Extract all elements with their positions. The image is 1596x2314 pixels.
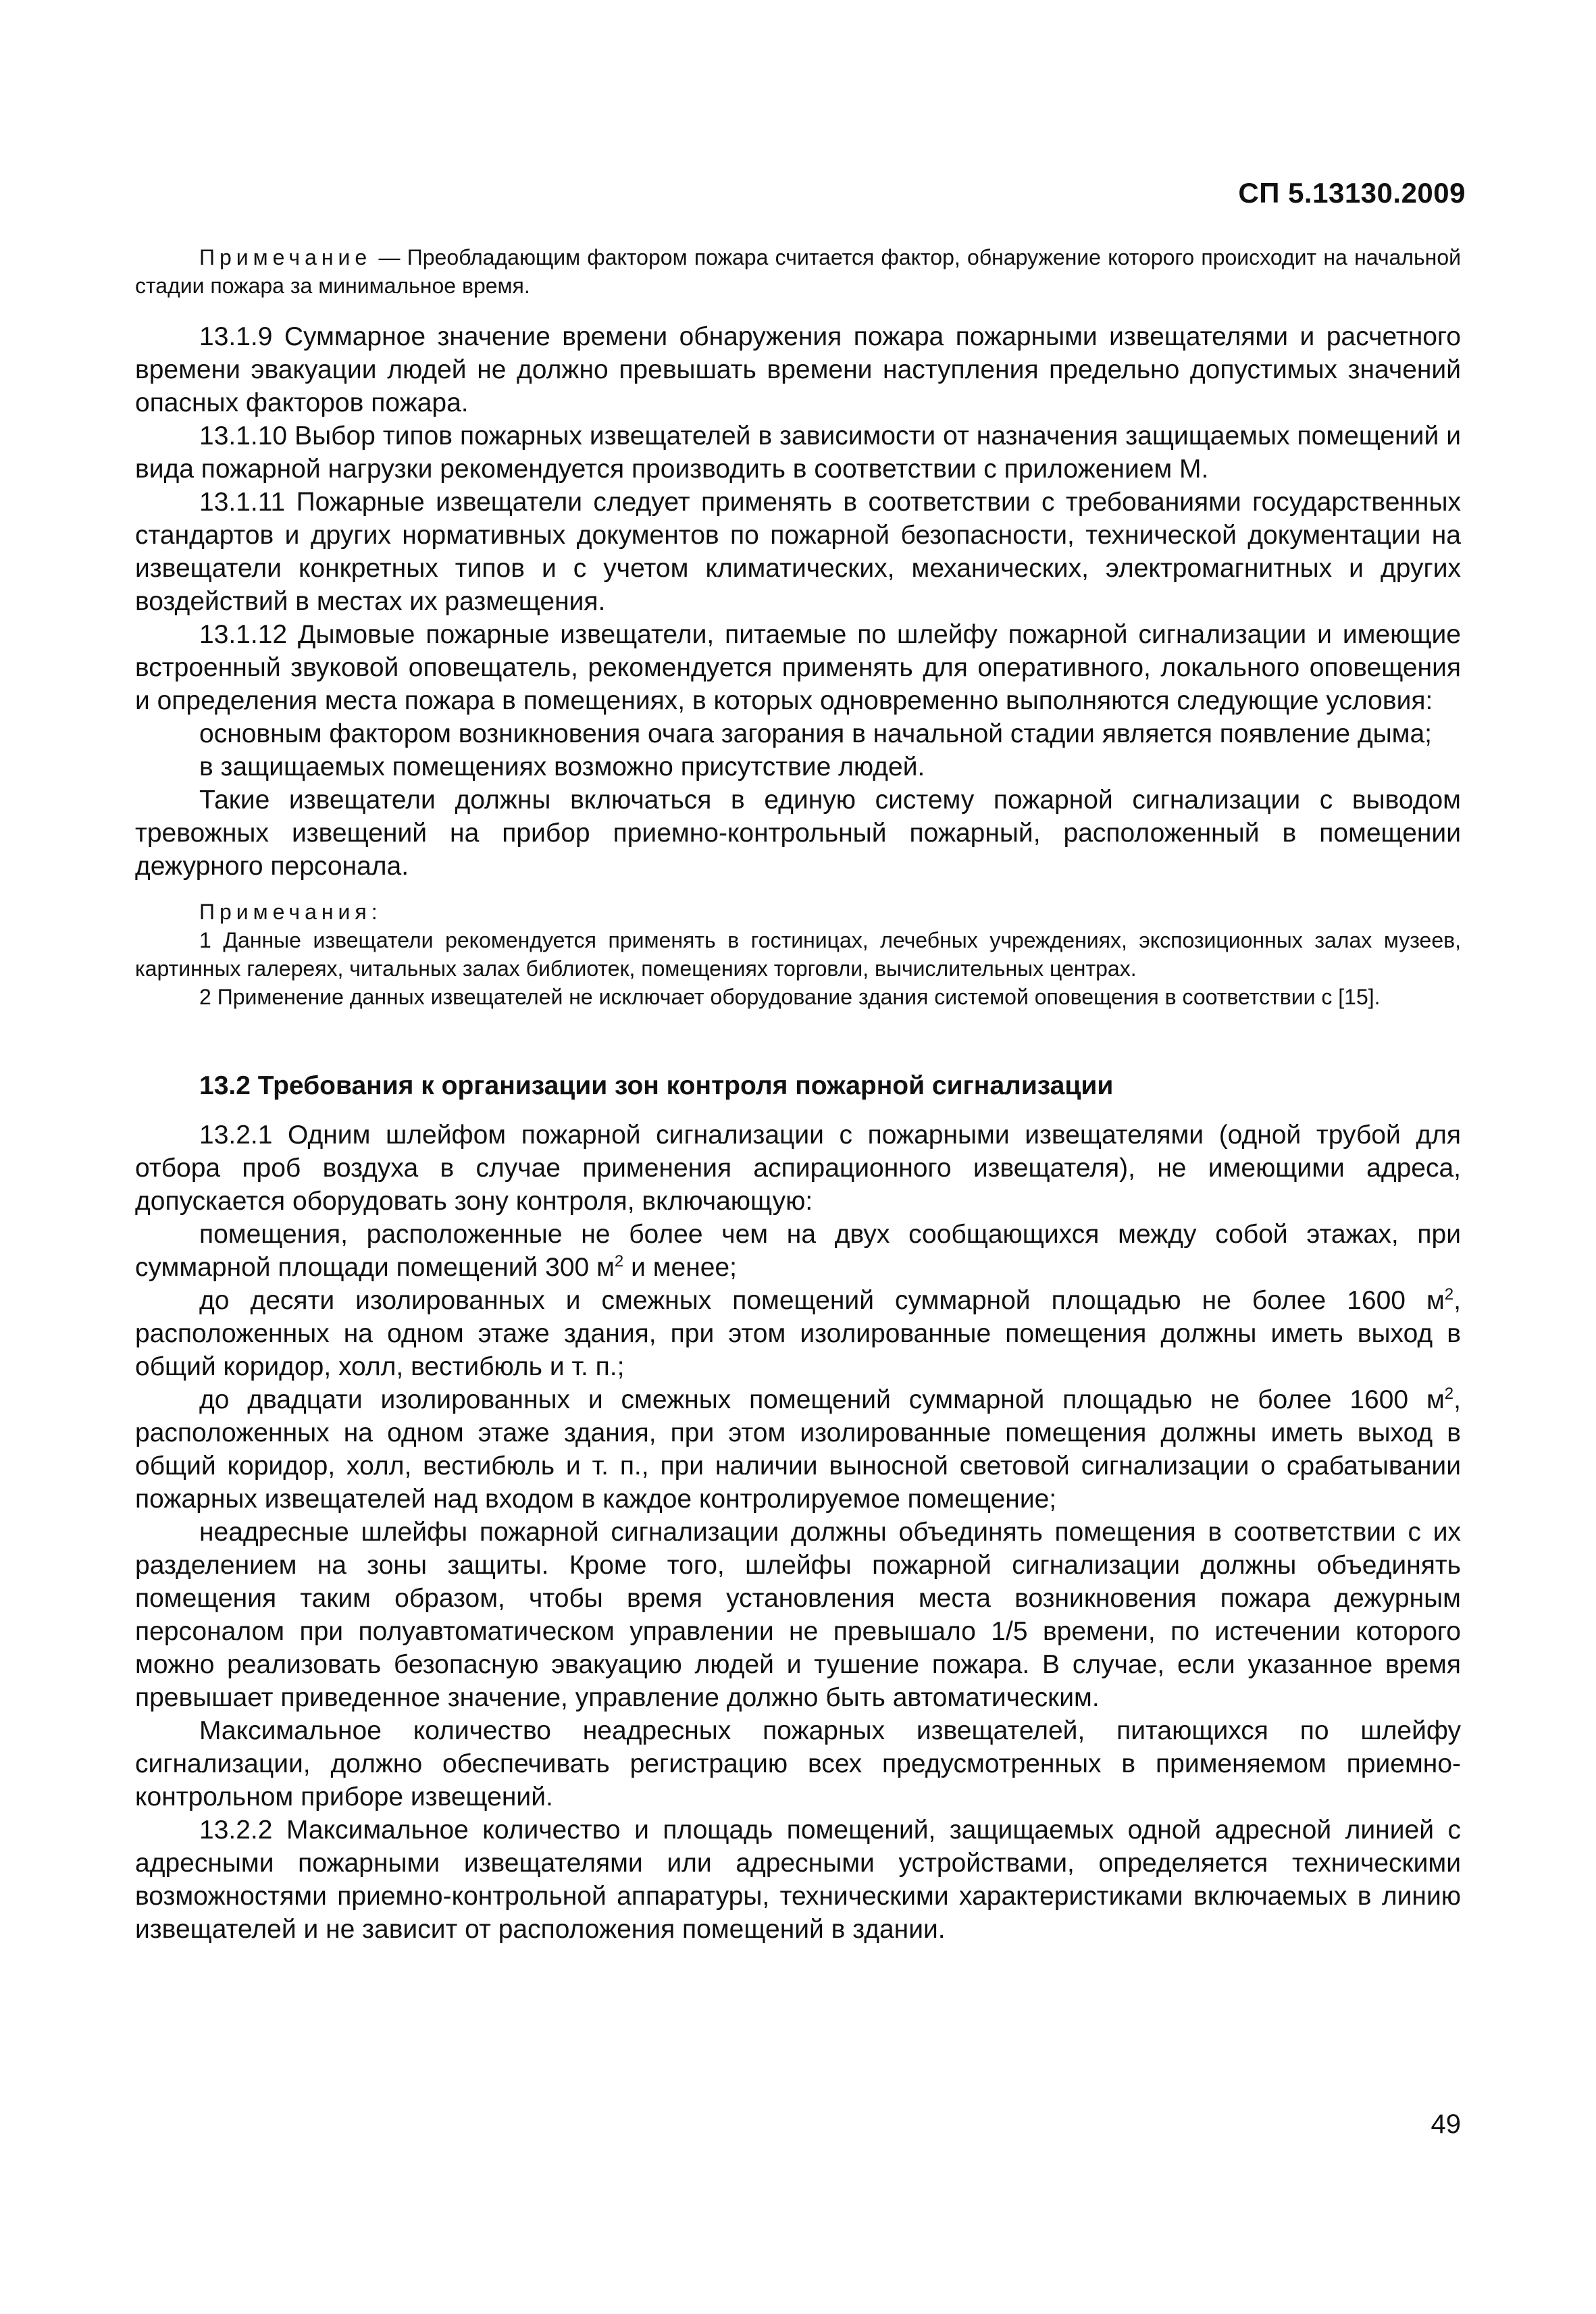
- paragraph-13-1-9: 13.1.9 Суммарное значение времени обнаружения пожара пожарными извещателями и расчетного времени эвакуации людей не должно превышать времени наступления предельно допустимых значений опасных факторов пожара.: [135, 322, 1461, 417]
- condition-2: в защищаемых помещениях возможно присутствие людей.: [199, 752, 925, 781]
- note-item-2: 2 Применение данных извещателей не исключает оборудование здания системой оповещения в соответствии с [15].: [199, 985, 1381, 1009]
- section-heading-13-2: 13.2 Требования к организации зон контроля пожарной сигнализации: [199, 1071, 1114, 1100]
- document-code: СП 5.13130.2009: [1238, 177, 1466, 209]
- paragraph-max-count: Максимальное количество неадресных пожарных извещателей, питающихся по шлейфу сигнализации, должно обеспечивать регистрацию всех предусмотренных в применяемом приемно-контрольном приборе извещений.: [135, 1716, 1461, 1811]
- superscript: 2: [1444, 1385, 1454, 1403]
- note-paragraph: [135, 243, 1461, 300]
- paragraph-13-2-1: 13.2.1 Одним шлейфом пожарной сигнализации с пожарными извещателями (одной трубой для отбора проб воздуха в случае применения аспирационного извещателя), не имеющими адреса, допускается оборудовать зону контроля, включающую:: [135, 1121, 1461, 1216]
- list-item-1-text-end: и менее;: [623, 1253, 737, 1282]
- list-item-4: неадресные шлейфы пожарной сигнализации должны объединять помещения в соответствии с их разделением на зоны защиты. Кроме того, шлейфы пожарной сигнализации должны объединять помещения таким образом, чтобы время установления места возникновения пожара дежурным персоналом при полуавтоматическом управлении не превышало 1/5 времени, по истечении которого можно реализовать безопасную эвакуацию людей и тушение пожара. В случае, если указанное время превышает приведенное значение, управление должно быть автоматическим.: [135, 1518, 1461, 1712]
- paragraph-13-1-10: 13.1.10 Выбор типов пожарных извещателей в зависимости от назначения защищаемых помещений и вида пожарной нагрузки рекомендуется производить в соответствии с приложением М.: [135, 421, 1461, 484]
- list-item-1: [135, 1218, 1461, 1284]
- paragraph-13-1-11: 13.1.11 Пожарные извещатели следует применять в соответствии с требованиями государственных стандартов и других нормативных документов по пожарной безопасности, технической документации на извещатели конкретных типов и с учетом климатических, механических, электромагнитных и других воздействий в местах их размещения.: [135, 488, 1461, 616]
- condition-1: основным фактором возникновения очага загорания в начальной стадии является появление дыма;: [199, 719, 1432, 748]
- paragraph-13-2-2: 13.2.2 Максимальное количество и площадь помещений, защищаемых одной адресной линией с адресными пожарными извещателями или адресными устройствами, определяется техническими возможностями приемно-контрольной аппаратуры, техническими характеристиками включаемых в линию извещателей и не зависит от расположения помещений в здании.: [135, 1816, 1461, 1944]
- superscript: 2: [614, 1252, 624, 1270]
- list-item-3-text-end: , расположенных на одном этаже здания, при этом изолированные помещения должны иметь выход в общий коридор, холл, вестибюль и т. п., при наличии выносной световой сигнализации о срабатывании пожарных извещателей над входом в каждое контролируемое помещение;: [135, 1385, 1461, 1514]
- condition-3: Такие извещатели должны включаться в единую систему пожарной сигнализации с выводом тревожных извещений на прибор приемно-контрольный пожарный, расположенный в помещении дежурного персонала.: [135, 786, 1461, 881]
- note-item-1: 1 Данные извещатели рекомендуется применять в гостиницах, лечебных учреждениях, экспозиционных залах музеев, картинных галереях, читальных залах библиотек, помещениях торговли, вычислительных центрах.: [135, 928, 1461, 981]
- note-label: Примечание: [199, 245, 372, 269]
- note-text: — Преобладающим фактором пожара считается фактор, обнаружение которого происходит на начальной стадии пожара за минимальное время.: [135, 245, 1461, 298]
- list-item-2-text: до десяти изолированных и смежных помещений суммарной площадью не более 1600 м: [199, 1286, 1445, 1315]
- list-item-3: [135, 1383, 1461, 1516]
- superscript: 2: [1444, 1285, 1454, 1304]
- list-item-2: [135, 1284, 1461, 1383]
- list-item-2-text-end: , расположенных на одном этаже здания, при этом изолированные помещения должны иметь выход в общий коридор, холл, вестибюль и т. п.;: [135, 1286, 1461, 1381]
- page-number: 49: [1431, 2109, 1461, 2139]
- notes-label: Примечания:: [199, 900, 382, 924]
- list-item-3-text: до двадцати изолированных и смежных помещений суммарной площадью не более 1600 м: [199, 1385, 1445, 1414]
- paragraph-13-1-12: 13.1.12 Дымовые пожарные извещатели, питаемые по шлейфу пожарной сигнализации и имеющие встроенный звуковой оповещатель, рекомендуется применять для оперативного, локального оповещения и определения места пожара в помещениях, в которых одновременно выполняются следующие условия:: [135, 620, 1461, 715]
- list-item-1-text: помещения, расположенные не более чем на двух сообщающихся между собой этажах, при суммарной площади помещений 300 м: [135, 1220, 1461, 1282]
- page-content: [135, 243, 1461, 1946]
